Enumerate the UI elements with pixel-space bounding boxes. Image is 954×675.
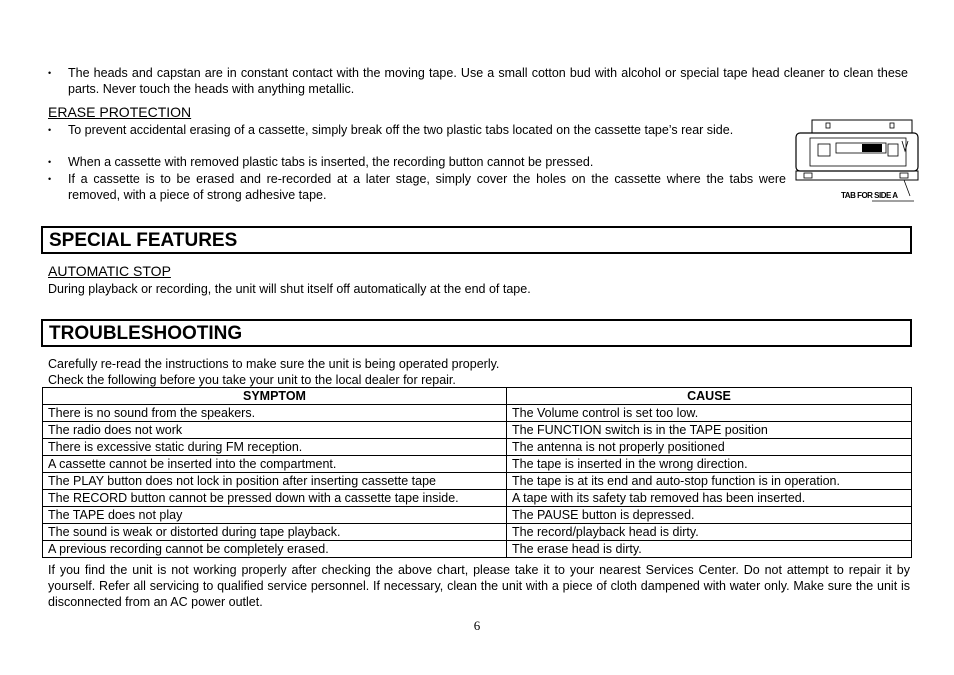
section-title: SPECIAL FEATURES (49, 230, 238, 251)
cassette-illustration (792, 118, 922, 206)
bullet-dot: • (48, 174, 52, 184)
cause-cell: A tape with its safety tab removed has been inserted. (507, 490, 912, 507)
bullet-dot: • (48, 125, 52, 135)
table-row (43, 541, 912, 558)
table-row (43, 490, 912, 507)
table-row (43, 524, 912, 541)
symptom-cell: The PLAY button does not lock in position after inserting cassette tape (43, 473, 507, 490)
erase-bullet-text: If a cassette is to be erased and re-recorded at a later stage, simply cover the holes on the cassette where the tabs were removed, with a piece of strong adhesive tape. (68, 172, 786, 202)
cause-cell: The antenna is not properly positioned (507, 439, 912, 456)
symptom-cell: There is no sound from the speakers. (43, 405, 507, 422)
erase-bullet-text: To prevent accidental erasing of a cassette, simply break off the two plastic tabs located on the cassette tape’s rear side. (68, 123, 734, 137)
symptom-cell: The sound is weak or distorted during tape playback. (43, 524, 507, 541)
bullet-dot: • (48, 68, 52, 78)
cause-cell: The Volume control is set too low. (507, 405, 912, 422)
section-title: TROUBLESHOOTING (49, 323, 243, 344)
cause-cell: The tape is inserted in the wrong direction. (507, 456, 912, 473)
symptom-cell: A cassette cannot be inserted into the compartment. (43, 456, 507, 473)
symptom-cell: The radio does not work (43, 422, 507, 439)
symptom-cell: The TAPE does not play (43, 507, 507, 524)
table-header-row (43, 388, 912, 405)
troubleshooting-header (41, 319, 912, 347)
symptom-header: SYMPTOM (43, 388, 507, 405)
table-row (43, 456, 912, 473)
table-row (43, 507, 912, 524)
figure-label: TAB FOR SIDE A (841, 191, 898, 200)
automatic-stop-text: During playback or recording, the unit will shut itself off automatically at the end of tape. (48, 282, 531, 296)
erase-bullet-text: When a cassette with removed plastic tabs is inserted, the recording button cannot be pressed. (68, 155, 594, 169)
troubleshooting-footer: If you find the unit is not working properly after checking the above chart, please take it to your nearest Services Center. Do not attempt to repair it by yourself. Refer all servicing to qualified service personnel. If necessary, clean the unit with a piece of cloth dampened with water only. Make sure the unit is disconnected from an AC power outlet. (48, 563, 910, 609)
symptom-cell: There is excessive static during FM reception. (43, 439, 507, 456)
symptom-cell: The RECORD button cannot be pressed down with a cassette tape inside. (43, 490, 507, 507)
cause-cell: The erase head is dirty. (507, 541, 912, 558)
table-row (43, 422, 912, 439)
cause-cell: The FUNCTION switch is in the TAPE position (507, 422, 912, 439)
cause-header: CAUSE (507, 388, 912, 405)
automatic-stop-heading: AUTOMATIC STOP (48, 263, 171, 279)
cause-cell: The record/playback head is dirty. (507, 524, 912, 541)
page-number: 6 (473, 618, 481, 633)
troubleshooting-intro-1: Carefully re-read the instructions to make sure the unit is being operated properly. (48, 357, 500, 371)
maintenance-text: The heads and capstan are in constant contact with the moving tape. Use a small cotton bud with alcohol or special tape head cleaner to clean these parts. Never touch the heads with anything metallic. (68, 66, 908, 96)
erase-protection-heading: ERASE PROTECTION (48, 104, 192, 120)
cause-cell: The tape is at its end and auto-stop function is in operation. (507, 473, 912, 490)
special-features-header (41, 226, 912, 254)
bullet-dot: • (48, 157, 52, 167)
table-row (43, 405, 912, 422)
troubleshooting-intro-2: Check the following before you take your unit to the local dealer for repair. (48, 373, 456, 387)
cause-cell: The PAUSE button is depressed. (507, 507, 912, 524)
troubleshooting-table (42, 387, 912, 558)
table-row (43, 473, 912, 490)
symptom-cell: A previous recording cannot be completely erased. (43, 541, 507, 558)
table-row (43, 439, 912, 456)
